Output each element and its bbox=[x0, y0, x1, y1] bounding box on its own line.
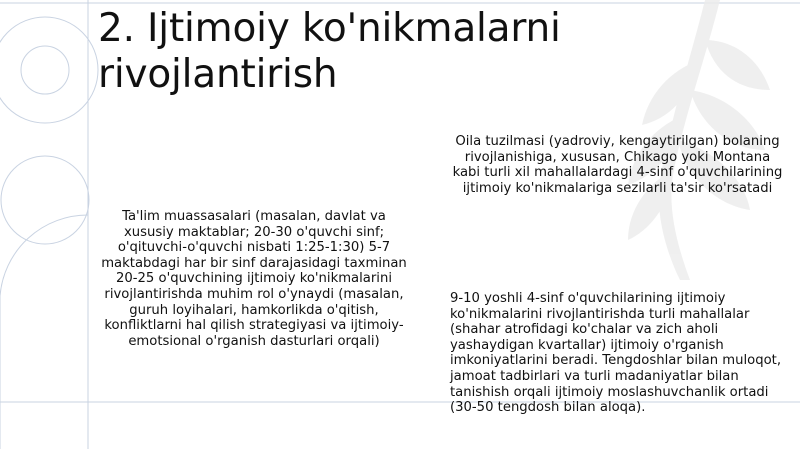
decor-circle-outer bbox=[0, 17, 98, 123]
decor-arch bbox=[0, 215, 88, 449]
school-paragraph: Ta'lim muassasalari (masalan, davlat va xususiy maktablar; 20-30 o'quvchi sinf; o'qituvchi-o'quvchi nisbati 1:25-1:30) 5-7 maktabdagi har bir sinf darajasidagi taxminan 20-25 o'quvchining ijtimoiy ko'nikmalarini rivojlantirishda muhim rol o'ynaydi (masalan, guruh loyihalari, hamkorlikda o'qitish, konfliktlarni hal qilish strategiyasi va ijtimoiy-emotsional o'rganish dasturlari orqali) bbox=[101, 209, 407, 349]
family-structure-paragraph: Oila tuzilmasi (yadroviy, kengaytirilgan) bolaning rivojlanishiga, xususan, Chikago yoki Montana kabi turli xil mahallalardagi 4-sinf o'quvchilarining ijtimoiy ko'nikmalariga sezilarli ta'sir ko'rsatadi bbox=[452, 134, 783, 196]
decor-circle-bottom bbox=[1, 156, 89, 244]
slide-title: 2. Ijtimoiy ko'nikmalarni rivojlantirish bbox=[98, 6, 561, 97]
neighborhood-paragraph: 9-10 yoshli 4-sinf o'quvchilarining ijtimoiy ko'nikmalarini rivojlantirishda turli mahallalar (shahar atrofidagi ko'chalar va zich aholi yashaydigan kvartallar) ijtimoiy o'rganish imkoniyatlarini beradi. Tengdoshlar bilan muloqot, jamoat tadbirlari va turli madaniyatlar bilan tanishish orqali ijtimoiy moslashuvchanlik ortadi (30-50 tengdosh bilan aloqa). bbox=[450, 291, 782, 416]
decor-circle-inner bbox=[21, 46, 69, 94]
